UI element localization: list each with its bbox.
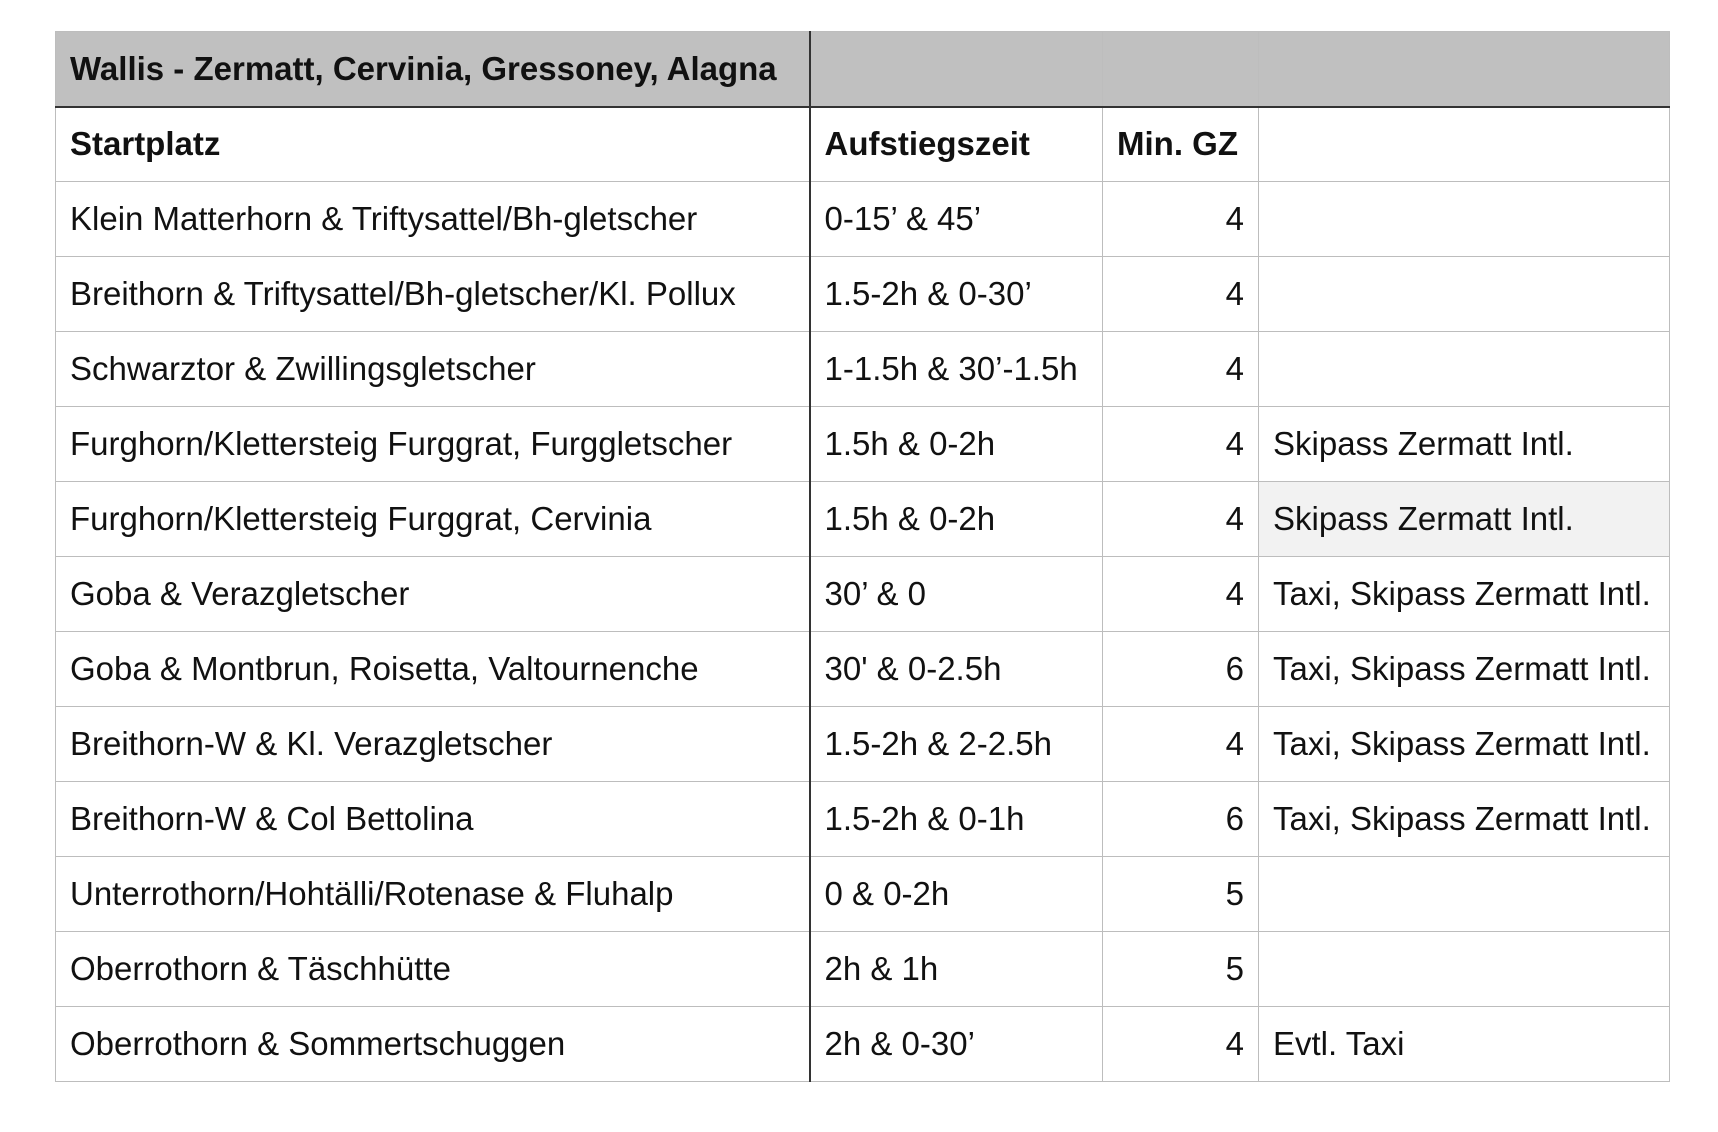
table-row	[56, 707, 1670, 782]
startplatz-cell[interactable]: Oberrothorn & Sommertschuggen	[56, 1007, 810, 1082]
aufstiegszeit-cell[interactable]: 1.5h & 0-2h	[810, 482, 1103, 557]
min-gz-cell[interactable]: 4	[1103, 332, 1259, 407]
notes-cell-selected[interactable]: Skipass Zermatt Intl.	[1259, 482, 1670, 557]
table-row	[56, 857, 1670, 932]
min-gz-cell[interactable]: 4	[1103, 407, 1259, 482]
notes-cell[interactable]: Skipass Zermatt Intl.	[1259, 407, 1670, 482]
startplatz-cell[interactable]: Goba & Montbrun, Roisetta, Valtournenche	[56, 632, 810, 707]
aufstiegszeit-cell[interactable]: 1.5-2h & 0-30’	[810, 257, 1103, 332]
startplatz-cell[interactable]: Breithorn & Triftysattel/Bh-gletscher/Kl. Pollux	[56, 257, 810, 332]
aufstiegszeit-cell[interactable]: 1-1.5h & 30’-1.5h	[810, 332, 1103, 407]
header-min-gz[interactable]: Min. GZ	[1103, 107, 1259, 182]
table-row	[56, 257, 1670, 332]
table-row	[56, 557, 1670, 632]
spreadsheet-table	[55, 31, 1670, 1082]
startplatz-cell[interactable]: Schwarztor & Zwillingsgletscher	[56, 332, 810, 407]
aufstiegszeit-cell[interactable]: 1.5-2h & 2-2.5h	[810, 707, 1103, 782]
startplatz-cell[interactable]: Furghorn/Klettersteig Furggrat, Furggletscher	[56, 407, 810, 482]
table-title-cell[interactable]: Wallis - Zermatt, Cervinia, Gressoney, Alagna	[56, 32, 810, 107]
notes-cell[interactable]: Taxi, Skipass Zermatt Intl.	[1259, 557, 1670, 632]
aufstiegszeit-cell[interactable]: 2h & 1h	[810, 932, 1103, 1007]
min-gz-cell[interactable]: 4	[1103, 557, 1259, 632]
startplatz-cell[interactable]: Breithorn-W & Col Bettolina	[56, 782, 810, 857]
min-gz-cell[interactable]: 4	[1103, 482, 1259, 557]
header-aufstiegszeit[interactable]: Aufstiegszeit	[810, 107, 1103, 182]
notes-cell[interactable]: Taxi, Skipass Zermatt Intl.	[1259, 707, 1670, 782]
table-row	[56, 782, 1670, 857]
header-notes[interactable]	[1259, 107, 1670, 182]
startplatz-cell[interactable]: Oberrothorn & Täschhütte	[56, 932, 810, 1007]
aufstiegszeit-cell[interactable]: 0 & 0-2h	[810, 857, 1103, 932]
title-row	[56, 32, 1670, 107]
min-gz-cell[interactable]: 4	[1103, 1007, 1259, 1082]
title-empty-cell[interactable]	[810, 32, 1103, 107]
table-row	[56, 482, 1670, 557]
min-gz-cell[interactable]: 4	[1103, 707, 1259, 782]
min-gz-cell[interactable]: 5	[1103, 932, 1259, 1007]
notes-cell[interactable]	[1259, 257, 1670, 332]
notes-cell[interactable]	[1259, 932, 1670, 1007]
startplatz-cell[interactable]: Furghorn/Klettersteig Furggrat, Cervinia	[56, 482, 810, 557]
table-row	[56, 1007, 1670, 1082]
table-row	[56, 332, 1670, 407]
startplatz-cell[interactable]: Unterrothorn/Hohtälli/Rotenase & Fluhalp	[56, 857, 810, 932]
startplatz-cell[interactable]: Goba & Verazgletscher	[56, 557, 810, 632]
min-gz-cell[interactable]: 5	[1103, 857, 1259, 932]
notes-cell[interactable]	[1259, 332, 1670, 407]
startplatz-cell[interactable]: Klein Matterhorn & Triftysattel/Bh-gletscher	[56, 182, 810, 257]
header-row	[56, 107, 1670, 182]
table-row	[56, 632, 1670, 707]
min-gz-cell[interactable]: 4	[1103, 257, 1259, 332]
notes-cell[interactable]: Evtl. Taxi	[1259, 1007, 1670, 1082]
aufstiegszeit-cell[interactable]: 2h & 0-30’	[810, 1007, 1103, 1082]
title-empty-cell[interactable]	[1259, 32, 1670, 107]
aufstiegszeit-cell[interactable]: 1.5-2h & 0-1h	[810, 782, 1103, 857]
title-empty-cell[interactable]	[1103, 32, 1259, 107]
table-row	[56, 407, 1670, 482]
notes-cell[interactable]	[1259, 857, 1670, 932]
table-row	[56, 932, 1670, 1007]
min-gz-cell[interactable]: 6	[1103, 632, 1259, 707]
notes-cell[interactable]: Taxi, Skipass Zermatt Intl.	[1259, 782, 1670, 857]
min-gz-cell[interactable]: 4	[1103, 182, 1259, 257]
aufstiegszeit-cell[interactable]: 30’ & 0	[810, 557, 1103, 632]
min-gz-cell[interactable]: 6	[1103, 782, 1259, 857]
table-row	[56, 182, 1670, 257]
startplatz-cell[interactable]: Breithorn-W & Kl. Verazgletscher	[56, 707, 810, 782]
aufstiegszeit-cell[interactable]: 1.5h & 0-2h	[810, 407, 1103, 482]
notes-cell[interactable]: Taxi, Skipass Zermatt Intl.	[1259, 632, 1670, 707]
notes-cell[interactable]	[1259, 182, 1670, 257]
header-startplatz[interactable]: Startplatz	[56, 107, 810, 182]
aufstiegszeit-cell[interactable]: 0-15’ & 45’	[810, 182, 1103, 257]
aufstiegszeit-cell[interactable]: 30' & 0-2.5h	[810, 632, 1103, 707]
